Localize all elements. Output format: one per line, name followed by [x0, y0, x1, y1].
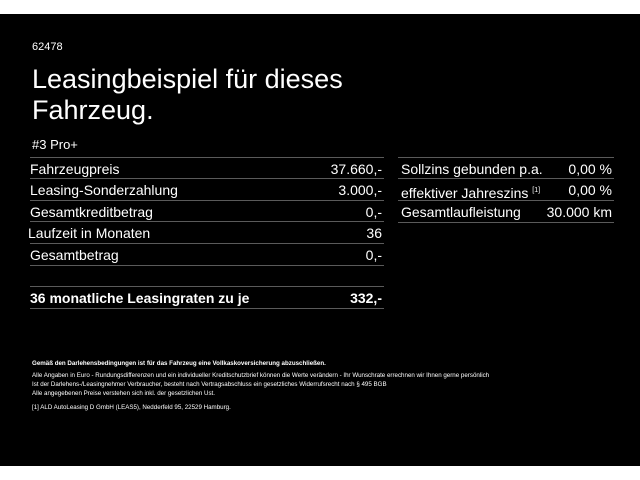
table-row-down-payment	[30, 178, 384, 200]
table-row-fixed-interest	[398, 157, 614, 179]
row-label: Fahrzeugpreis	[30, 161, 120, 177]
table-row-term-months	[30, 221, 384, 243]
page-title: Leasingbeispiel für dieses Fahrzeug.	[32, 64, 343, 125]
table-row-monthly-rate	[30, 286, 384, 309]
row-value: 3.000,-	[338, 182, 382, 198]
row-value: 332,-	[350, 290, 382, 306]
row-label: Leasing-Sonderzahlung	[30, 182, 178, 198]
table-row-total-credit	[30, 200, 384, 222]
row-value: 0,-	[365, 204, 382, 220]
row-value: 37.660,-	[330, 161, 382, 177]
row-label: Gesamtlaufleistung	[401, 204, 521, 220]
leasing-panel	[0, 14, 640, 466]
table-row-total-mileage	[398, 200, 614, 223]
row-label: effektiver Jahreszins	[401, 185, 529, 201]
vehicle-code: 62478	[32, 41, 63, 53]
legal-line: Alle Angaben in Euro - Rundungsdifferenzen und ein individueller Kreditschutzbrief können die Werte verändern - Ihr Wunschrate errechnen wir Ihnen gerne persönlich	[32, 372, 490, 379]
legal-line: Ist der Darlehens-/Leasingnehmer Verbraucher, besteht nach Vertragsabschluss ein gesetzliches Widerrufsrecht nach § 495 BGB	[32, 381, 387, 388]
table-row-vehicle-price	[30, 157, 384, 179]
footnote-marker: [1]	[532, 187, 541, 194]
footnote: [1] ALD AutoLeasing D GmbH (LEAS5), Nedderfeld 95, 22529 Hamburg.	[32, 404, 231, 411]
row-value: 0,00 %	[568, 182, 612, 198]
row-value: 0,-	[365, 247, 382, 263]
row-label: 36 monatliche Leasingraten zu je	[30, 290, 250, 306]
row-label: Laufzeit in Monaten	[28, 225, 151, 241]
table-row-effective-rate	[398, 178, 614, 200]
row-label: Gesamtbetrag	[30, 247, 119, 263]
table-row-total-amount	[30, 243, 384, 266]
row-label: Gesamtkreditbetrag	[30, 204, 153, 220]
row-value: 36	[366, 225, 382, 241]
row-label: Sollzins gebunden p.a.	[401, 161, 543, 177]
insurance-note: Gemäß den Darlehensbedingungen ist für das Fahrzeug eine Vollkaskoversicherung abzuschließen.	[32, 360, 326, 367]
row-value: 30.000 km	[546, 204, 612, 220]
legal-footer	[32, 359, 612, 412]
row-value: 0,00 %	[568, 161, 612, 177]
legal-line: Alle angegebenen Preise verstehen sich inkl. der gesetzlichen Ust.	[32, 390, 215, 397]
model-name: #3 Pro+	[32, 137, 78, 152]
